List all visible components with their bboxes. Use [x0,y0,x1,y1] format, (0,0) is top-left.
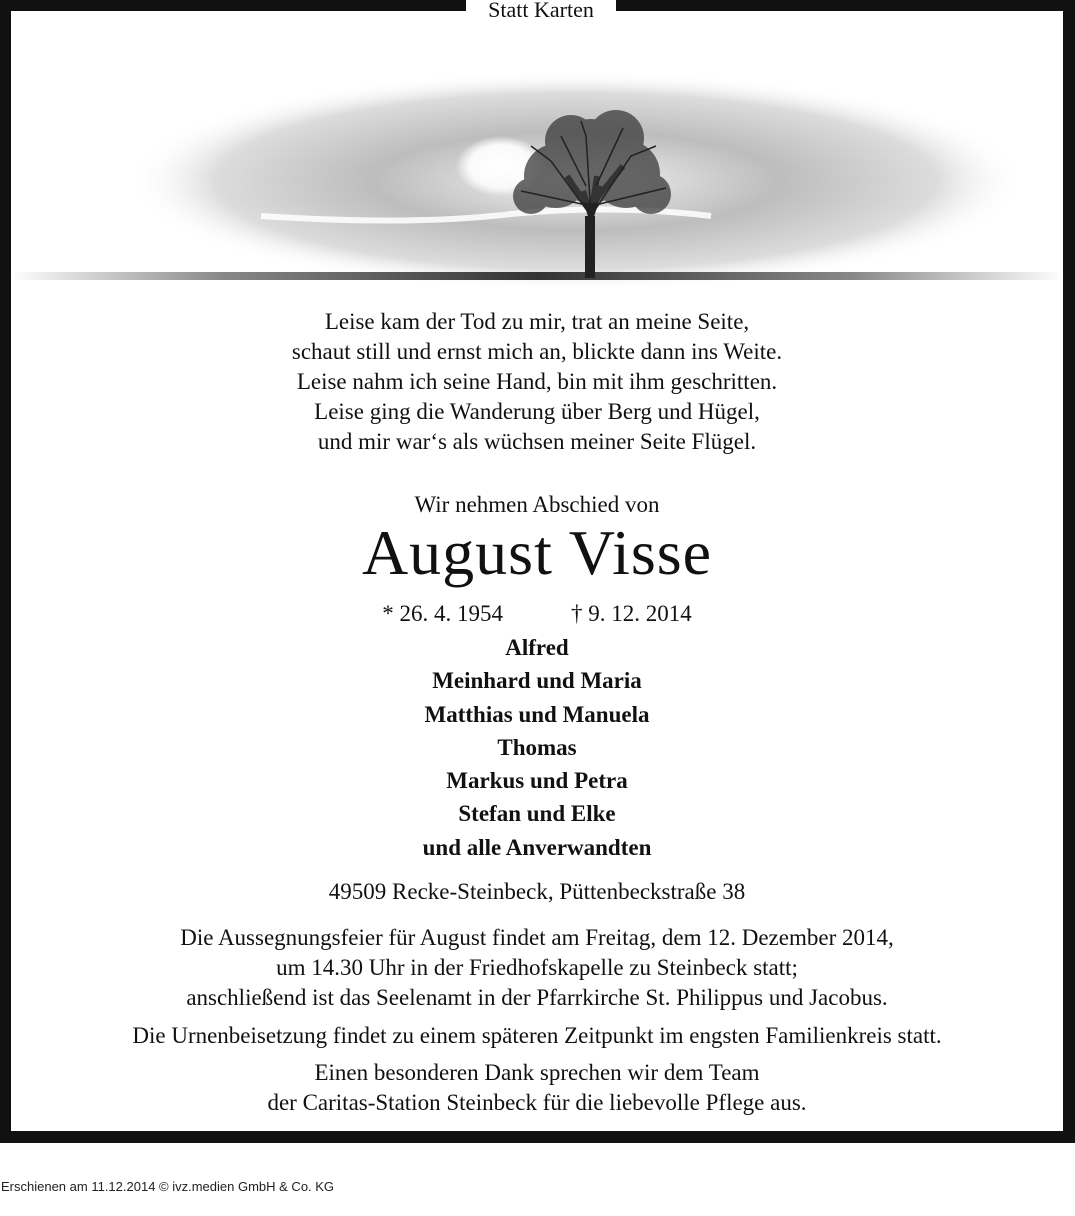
mourner-entry: Markus und Petra [446,768,628,794]
service-line: um 14.30 Uhr in der Friedhofskapelle zu Steinbeck statt; [276,955,798,980]
thanks-line: der Caritas-Station Steinbeck für die liebevolle Pflege aus. [267,1090,807,1115]
poem-line: schaut still und ernst mich an, blickte dann ins Weite. [291,339,783,364]
deceased-name: August Visse [361,517,713,588]
life-dates [11,599,1063,629]
notice-content [11,11,1063,1131]
service-line: anschließend ist das Seelenamt in der Pfarrkirche St. Philippus und Jacobus. [186,985,888,1010]
mourner-entry: Stefan und Elke [458,801,616,827]
mourner-entry: Matthias und Manuela [424,701,650,727]
statt-karten-label: Statt Karten [466,0,616,22]
family-address: 49509 Recke-Steinbeck, Püttenbeckstraße 38 [328,879,746,904]
birth-date: * 26. 4. 1954 [382,601,503,626]
mourner-entry: und alle Anverwandten [422,834,652,860]
poem-line: Leise nahm ich seine Hand, bin mit ihm geschritten. [296,369,778,394]
poem-line: und mir war‘s als wüchsen meiner Seite Flügel. [317,429,757,454]
thanks-note [11,1058,1063,1118]
tree-landscape-illustration [11,66,1063,296]
service-line: Die Aussegnungsfeier für August findet am Freitag, dem 12. Dezember 2014, [180,925,894,950]
poem [11,307,1063,457]
poem-line: Leise kam der Tod zu mir, trat an meine Seite, [324,309,750,334]
service-info [11,923,1063,1013]
mourner-entry: Meinhard und Maria [432,668,642,694]
farewell-intro: Wir nehmen Abschied von [414,492,660,517]
burial-info: Die Urnenbeisetzung findet zu einem späteren Zeitpunkt im engsten Familienkreis statt. [132,1023,942,1048]
death-date: † 9. 12. 2014 [571,601,692,626]
mourner-entry: Thomas [497,734,577,760]
poem-line: Leise ging die Wanderung über Berg und Hügel, [314,399,760,424]
publication-credit: Erschienen am 11.12.2014 © ivz.medien GmbH & Co. KG [1,1179,335,1194]
mourner-entry: Alfred [505,635,569,660]
thanks-line: Einen besonderen Dank sprechen wir dem Team [314,1060,760,1085]
mourners-list [11,631,1063,864]
